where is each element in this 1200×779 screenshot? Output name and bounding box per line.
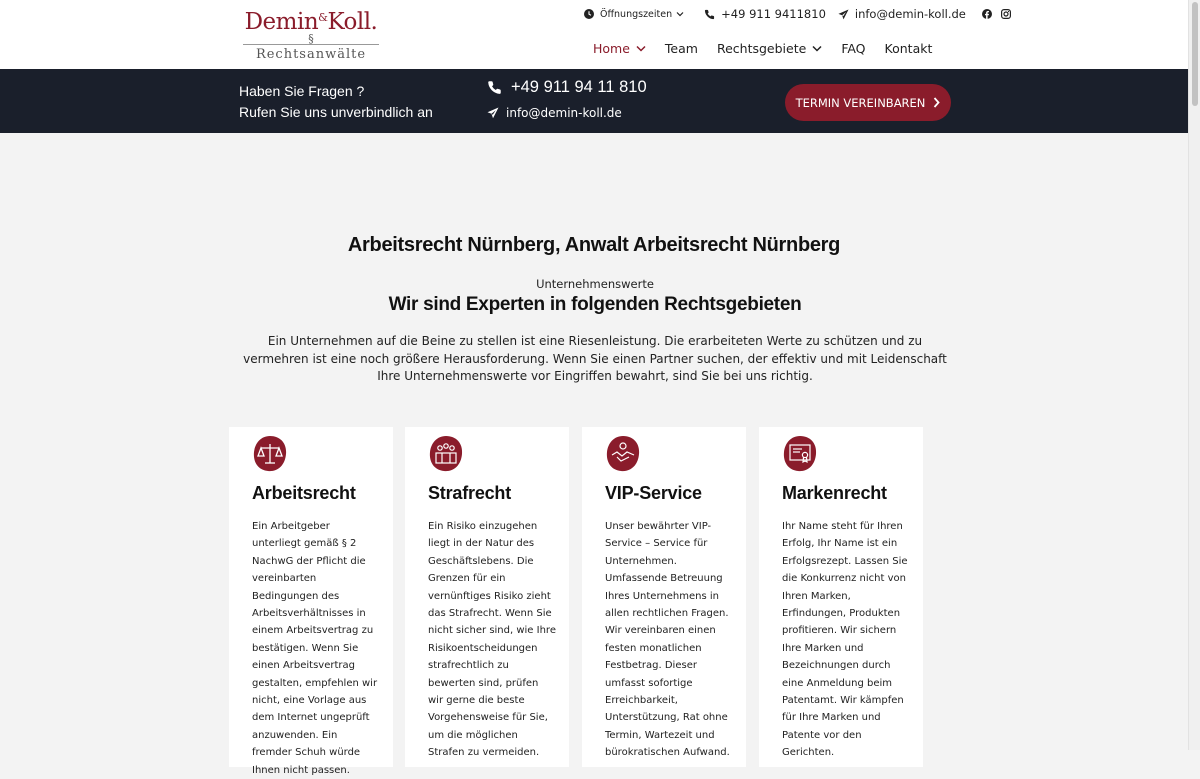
scrollbar-thumb[interactable] <box>1192 2 1198 106</box>
page-scrollbar[interactable] <box>1188 0 1200 750</box>
logo-subtitle: Rechtsanwälte <box>243 44 379 63</box>
chevron-down-icon <box>676 11 684 17</box>
service-card-vip-service[interactable] <box>582 427 746 767</box>
card-text: Ein Risiko einzugehen liegt in der Natur des Geschäftslebens. Die Grenzen für ein vernünftiges Risiko zieht das Strafrecht. Wenn Sie nicht sicher sind, wie Ihre Risikoentscheidungen strafrechtlich zu bewerten sind, prüfen wir gerne die beste Vorgehensweise für Sie, um die möglichen Strafen zu vermeiden. <box>428 521 556 759</box>
contact-bar-email-address: info@demin-koll.de <box>506 106 622 120</box>
paper-plane-icon <box>838 9 849 20</box>
contact-bar <box>0 69 1188 133</box>
nav-item-home[interactable] <box>593 41 646 56</box>
card-title: Strafrecht <box>428 483 512 503</box>
handshake-icon <box>605 435 641 473</box>
nav-item-kontakt[interactable] <box>885 41 933 56</box>
section-kicker: Unternehmenswerte <box>536 277 654 291</box>
top-email-link[interactable] <box>838 7 966 21</box>
chevron-down-icon <box>812 45 822 52</box>
nav-item-label: Home <box>593 41 630 56</box>
chevron-down-icon <box>636 45 646 52</box>
card-title: VIP-Service <box>605 483 702 503</box>
scales-icon <box>252 435 288 473</box>
intro-paragraph: Ein Unternehmen auf die Beine zu stellen ist eine Riesenleistung. Die erarbeiteten Werte zu schützen und zu vermehren ist eine noch größere Herausforderung. Wenn Sie einen Partner suchen, der effektiv und mit Leidenschaft Ihre Unternehmenswerte vor Eingriffen bewahrt, sind Sie bei uns richtig. <box>243 334 947 383</box>
clock-icon <box>584 9 594 19</box>
contact-question-line1: Haben Sie Fragen ? <box>239 83 365 99</box>
site-header <box>0 0 1188 69</box>
chevron-right-icon <box>933 97 940 108</box>
nav-item-label: Team <box>664 41 698 56</box>
nav-item-team[interactable] <box>665 41 698 56</box>
nav-item-label: Rechtsgebiete <box>716 41 807 56</box>
facebook-icon[interactable] <box>982 9 992 19</box>
contact-bar-phone-link[interactable] <box>487 78 647 97</box>
nav-item-label: FAQ <box>841 41 866 56</box>
social-links <box>982 9 1011 19</box>
card-text: Ihr Name steht für Ihren Erfolg, Ihr Name ist ein Erfolgsrezept. Lassen Sie die Konkurrenz nicht von Ihren Marken, Erfindungen, Produkten profitieren. Wir sichern Ihre Marken und Bezeichnungen durch eine Anmeldung beim Patentamt. Wir kämpfen für Ihre Marken und Patente vor den Gerichten. <box>782 521 908 759</box>
nav-item-rechtsgebiete[interactable] <box>717 41 822 56</box>
nav-item-label: Kontakt <box>884 41 933 56</box>
card-text: Unser bewährter VIP-Service – Service für Unternehmen. Umfassende Betreuung Ihres Unternehmens in allen rechtlichen Fragen. Wir vereinbaren einen festen monatlichen Festbetrag. Dieser umfasst sofortige Erreichbarkeit, Unterstützung, Rat ohne Termin, Wartezeit und bürokratischen Aufwand. <box>605 521 730 759</box>
main-navigation <box>593 41 951 56</box>
logo[interactable] <box>241 4 381 62</box>
logo-paragraph-mark: § <box>308 32 314 45</box>
contact-question <box>239 81 433 123</box>
service-card-markenrecht[interactable] <box>759 427 923 767</box>
phone-icon <box>704 9 715 20</box>
certificate-icon <box>782 435 818 473</box>
card-text: Ein Arbeitgeber unterliegt gemäß § 2 NachwG der Pflicht die vereinbarten Bedingungen des Arbeitsverhältnisses in einem Arbeitsvertrag zu bestätigen. Wenn Sie einen Arbeitsvertrag gestalten, empfehlen wir nicht, eine Vorlage aus dem Internet ungeprüft anzuwenden. Ein fremder Schuh würde Ihnen nicht passen. <box>252 521 378 776</box>
logo-wordmark: Demin&Koll. <box>244 9 378 35</box>
contact-bar-email-link[interactable] <box>487 106 622 120</box>
opening-hours-dropdown[interactable] <box>584 9 690 20</box>
paper-plane-icon <box>487 107 499 119</box>
book-appointment-button[interactable] <box>785 84 951 121</box>
section-title: Wir sind Experten in folgenden Rechtsgebieten <box>388 294 802 315</box>
book-appointment-label: TERMIN VEREINBAREN <box>795 95 926 110</box>
service-card-arbeitsrecht[interactable] <box>229 427 393 776</box>
page-title: Arbeitsrecht Nürnberg, Anwalt Arbeitsrecht Nürnberg <box>347 234 841 256</box>
top-phone-link[interactable] <box>704 7 826 21</box>
nav-item-faq[interactable] <box>841 41 865 56</box>
phone-icon <box>487 80 502 95</box>
courtroom-icon <box>428 435 464 473</box>
service-card-strafrecht[interactable] <box>405 427 569 767</box>
instagram-icon[interactable] <box>1001 9 1011 19</box>
contact-bar-phone-number: +49 911 94 11 810 <box>511 78 647 96</box>
opening-hours-label: Öffnungszeiten <box>600 8 673 20</box>
card-title: Markenrecht <box>782 483 887 503</box>
top-email-address: info@demin-koll.de <box>854 7 966 21</box>
top-phone-number: +49 911 9411810 <box>721 7 826 21</box>
contact-question-line2: Rufen Sie uns unverbindlich an <box>239 104 433 120</box>
card-title: Arbeitsrecht <box>252 483 356 503</box>
top-contact-bar <box>584 6 1011 22</box>
